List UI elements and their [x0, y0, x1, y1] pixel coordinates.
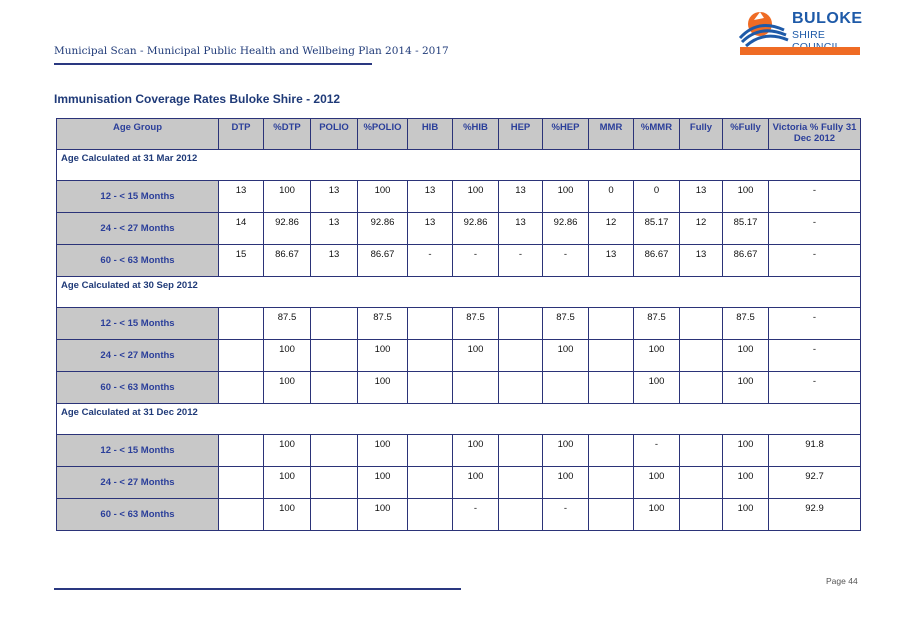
age-group-cell: 24 - < 27 Months — [57, 467, 219, 499]
logo-text-buloke: BULOKE — [792, 10, 863, 27]
logo-orange-bar — [740, 47, 860, 55]
table-cell: 100 — [358, 467, 408, 499]
table-cell: 100 — [264, 435, 311, 467]
table-cell: 100 — [543, 181, 589, 213]
table-cell: 100 — [543, 467, 589, 499]
table-cell: 13 — [219, 181, 264, 213]
table-cell: 100 — [453, 340, 499, 372]
table-cell: 92.9 — [769, 499, 861, 531]
logo-text-shire-council: SHIRE — [792, 29, 826, 41]
table-cell: - — [769, 372, 861, 404]
column-header: Fully — [680, 119, 723, 150]
table-cell: 92.86 — [453, 213, 499, 245]
table-cell: 12 — [680, 213, 723, 245]
table-cell — [680, 308, 723, 340]
column-header: %HEP — [543, 119, 589, 150]
table-cell: 13 — [311, 213, 358, 245]
section-row — [57, 404, 861, 435]
table-cell — [499, 340, 543, 372]
column-header: %MMR — [634, 119, 680, 150]
table-cell: - — [453, 499, 499, 531]
table-cell — [311, 372, 358, 404]
table-cell — [589, 308, 634, 340]
table-cell: 85.17 — [634, 213, 680, 245]
table-cell: - — [769, 340, 861, 372]
table-cell: 13 — [311, 181, 358, 213]
table-cell: 100 — [453, 435, 499, 467]
table-cell: 0 — [589, 181, 634, 213]
table-cell: 100 — [264, 499, 311, 531]
table-cell: - — [769, 308, 861, 340]
table-cell — [219, 308, 264, 340]
table-cell — [311, 499, 358, 531]
table-cell — [543, 372, 589, 404]
table-cell: 12 — [589, 213, 634, 245]
table-cell — [219, 467, 264, 499]
table-cell — [589, 340, 634, 372]
table-cell: - — [543, 245, 589, 277]
table-cell — [219, 499, 264, 531]
column-header: %HIB — [453, 119, 499, 150]
table-cell: 100 — [723, 181, 769, 213]
footer-rule — [54, 588, 461, 590]
column-header: HEP — [499, 119, 543, 150]
table-cell — [589, 467, 634, 499]
table-row — [57, 435, 861, 467]
age-group-cell: 12 - < 15 Months — [57, 181, 219, 213]
table-cell: 13 — [680, 245, 723, 277]
column-header: DTP — [219, 119, 264, 150]
table-cell: 100 — [634, 499, 680, 531]
table-cell — [311, 340, 358, 372]
table-cell: 87.5 — [358, 308, 408, 340]
table-cell: 100 — [723, 372, 769, 404]
table-cell — [680, 467, 723, 499]
table-row — [57, 499, 861, 531]
age-group-cell: 60 - < 63 Months — [57, 372, 219, 404]
table-cell: 86.67 — [634, 245, 680, 277]
table-cell — [408, 467, 453, 499]
table-cell — [499, 499, 543, 531]
section-title: Immunisation Coverage Rates Buloke Shire - 2012 — [54, 92, 341, 106]
table-cell — [408, 308, 453, 340]
age-group-cell: 60 - < 63 Months — [57, 245, 219, 277]
table-cell: 85.17 — [723, 213, 769, 245]
table-row — [57, 181, 861, 213]
table-cell — [589, 435, 634, 467]
column-header: MMR — [589, 119, 634, 150]
table-cell: 13 — [680, 181, 723, 213]
table-cell: 87.5 — [634, 308, 680, 340]
column-header: Age Group — [57, 119, 219, 150]
table-cell — [680, 372, 723, 404]
table-cell — [219, 435, 264, 467]
table-cell: 87.5 — [543, 308, 589, 340]
section-label: Age Calculated at 30 Sep 2012 — [57, 277, 861, 308]
table-cell: 13 — [589, 245, 634, 277]
table-cell: 100 — [634, 340, 680, 372]
table-cell: 86.67 — [264, 245, 311, 277]
table-cell: 100 — [264, 372, 311, 404]
table-cell — [453, 372, 499, 404]
age-group-cell: 24 - < 27 Months — [57, 340, 219, 372]
table-cell: 13 — [499, 213, 543, 245]
table-cell: 87.5 — [723, 308, 769, 340]
table-row — [57, 340, 861, 372]
table-cell: 100 — [358, 340, 408, 372]
table-cell: 100 — [634, 372, 680, 404]
table-cell — [219, 372, 264, 404]
table-cell: 13 — [408, 213, 453, 245]
table-cell: - — [453, 245, 499, 277]
table-cell — [589, 372, 634, 404]
table-cell: 15 — [219, 245, 264, 277]
table-cell: 100 — [264, 467, 311, 499]
table-cell: 100 — [723, 340, 769, 372]
table-cell — [311, 467, 358, 499]
table-cell: - — [769, 245, 861, 277]
column-header: %Fully — [723, 119, 769, 150]
table-cell — [499, 467, 543, 499]
age-group-cell: 12 - < 15 Months — [57, 435, 219, 467]
table-cell — [408, 435, 453, 467]
column-header: Victoria % Fully 31 Dec 2012 — [769, 119, 861, 150]
age-group-cell: 60 - < 63 Months — [57, 499, 219, 531]
header-rule — [54, 63, 372, 65]
table-row — [57, 245, 861, 277]
table-cell: 100 — [358, 499, 408, 531]
table-cell — [680, 340, 723, 372]
table-cell — [589, 499, 634, 531]
table-cell — [680, 499, 723, 531]
table-cell: 91.8 — [769, 435, 861, 467]
table-cell — [311, 435, 358, 467]
table-cell: 100 — [543, 435, 589, 467]
table-cell: 100 — [264, 181, 311, 213]
table-cell: 92.86 — [264, 213, 311, 245]
immunisation-coverage-table — [56, 118, 861, 531]
age-group-cell: 24 - < 27 Months — [57, 213, 219, 245]
table-row — [57, 467, 861, 499]
table-cell — [219, 340, 264, 372]
table-cell: 100 — [634, 467, 680, 499]
table-cell: 86.67 — [723, 245, 769, 277]
section-label: Age Calculated at 31 Mar 2012 — [57, 150, 861, 181]
table-cell: 92.86 — [543, 213, 589, 245]
table-cell: 100 — [723, 467, 769, 499]
column-header: %DTP — [264, 119, 311, 150]
table-cell: - — [634, 435, 680, 467]
table-cell: 86.67 — [358, 245, 408, 277]
table-cell — [499, 372, 543, 404]
table-cell: - — [499, 245, 543, 277]
table-cell: 87.5 — [264, 308, 311, 340]
age-group-cell: 12 - < 15 Months — [57, 308, 219, 340]
table-cell: 100 — [264, 340, 311, 372]
table-cell: - — [543, 499, 589, 531]
table-cell: 92.7 — [769, 467, 861, 499]
table-cell: 100 — [453, 181, 499, 213]
table-cell — [311, 308, 358, 340]
column-header: %POLIO — [358, 119, 408, 150]
section-label: Age Calculated at 31 Dec 2012 — [57, 404, 861, 435]
table-header-row — [57, 119, 861, 150]
table-cell: 100 — [358, 181, 408, 213]
table-row — [57, 308, 861, 340]
table-cell: 100 — [358, 435, 408, 467]
table-cell: 13 — [408, 181, 453, 213]
table-row — [57, 372, 861, 404]
table-cell: - — [769, 213, 861, 245]
section-row — [57, 277, 861, 308]
table-cell: 92.86 — [358, 213, 408, 245]
section-row — [57, 150, 861, 181]
table-cell — [680, 435, 723, 467]
column-header: POLIO — [311, 119, 358, 150]
table-cell: - — [408, 245, 453, 277]
table-cell: 14 — [219, 213, 264, 245]
table-cell: 100 — [723, 435, 769, 467]
table-cell: - — [769, 181, 861, 213]
document-header-title: Municipal Scan - Municipal Public Health and Wellbeing Plan 2014 - 2017 — [54, 45, 449, 57]
table-cell: 87.5 — [453, 308, 499, 340]
table-cell: 0 — [634, 181, 680, 213]
table-cell: 100 — [723, 499, 769, 531]
table-cell: 100 — [358, 372, 408, 404]
table-cell — [499, 435, 543, 467]
table-row — [57, 213, 861, 245]
logo-emblem-icon — [738, 8, 792, 48]
page-number: Page 44 — [826, 576, 858, 586]
table-cell — [499, 308, 543, 340]
table-cell — [408, 372, 453, 404]
table-cell: 100 — [543, 340, 589, 372]
column-header: HIB — [408, 119, 453, 150]
table-cell: 100 — [453, 467, 499, 499]
table-cell — [408, 499, 453, 531]
table-cell — [408, 340, 453, 372]
buloke-logo — [738, 8, 862, 58]
table-cell: 13 — [499, 181, 543, 213]
table-cell: 13 — [311, 245, 358, 277]
